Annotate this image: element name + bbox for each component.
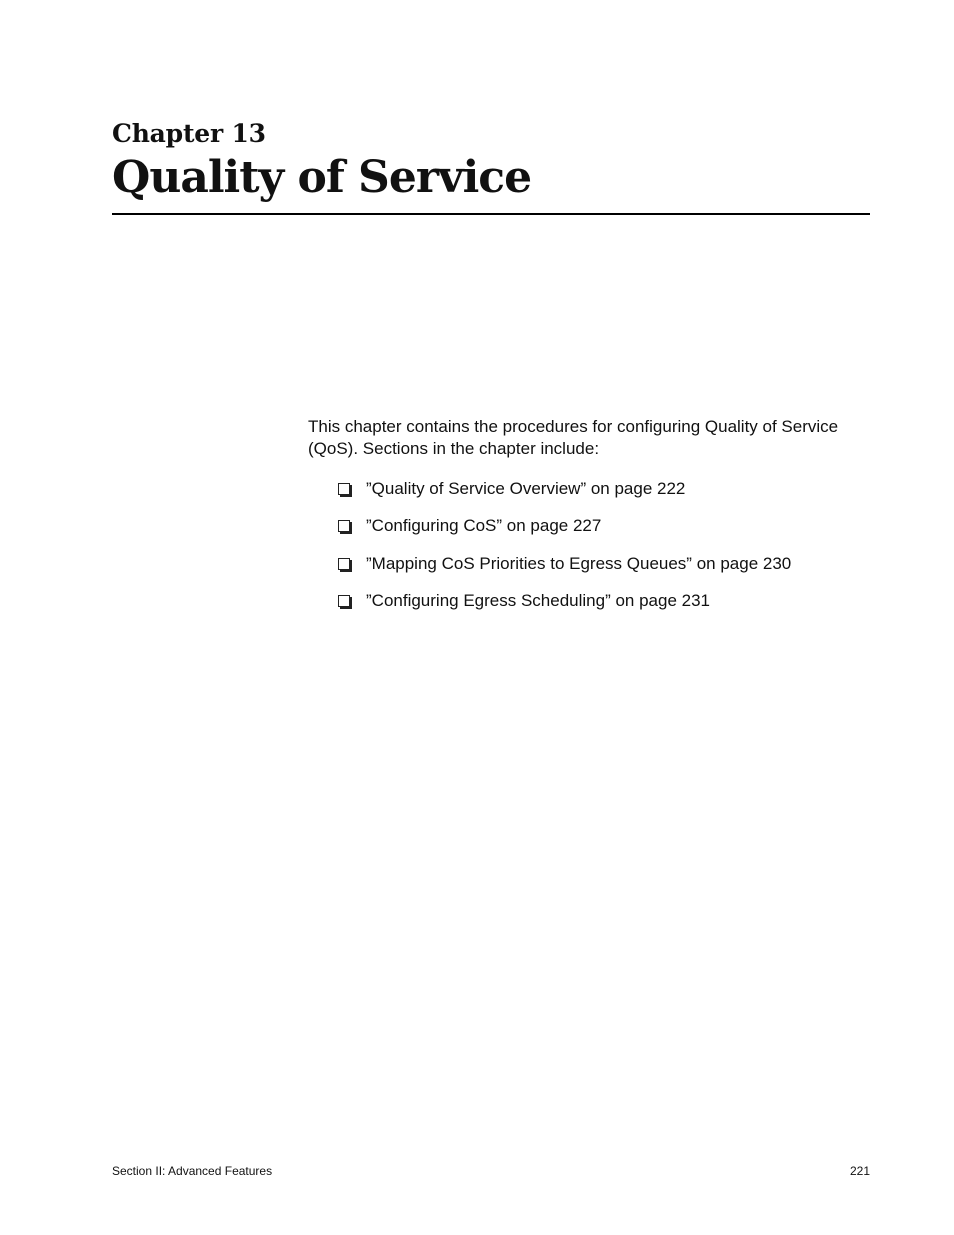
chapter-label: Chapter 13 — [112, 119, 266, 148]
chapter-header — [112, 118, 870, 206]
section-link-label[interactable]: ”Mapping CoS Priorities to Egress Queues” on page 230 — [366, 553, 792, 573]
section-link-mapping-cos[interactable] — [336, 553, 866, 575]
intro-paragraph: This chapter contains the procedures for configuring Quality of Service (QoS). Sections in the chapter include: — [308, 417, 839, 458]
section-link-label[interactable]: ”Configuring Egress Scheduling” on page 231 — [366, 590, 711, 610]
footer-page-number: 221 — [849, 1164, 870, 1178]
chapter-divider — [112, 213, 870, 215]
section-link-configuring-cos[interactable] — [336, 515, 866, 537]
checkbox-icon — [338, 483, 350, 495]
checkbox-icon — [338, 595, 350, 607]
section-link-label[interactable]: ”Quality of Service Overview” on page 222 — [366, 479, 686, 498]
section-link-qos-overview[interactable] — [336, 478, 866, 500]
section-link-label[interactable]: ”Configuring CoS” on page 227 — [366, 516, 602, 536]
checkbox-icon — [338, 520, 350, 532]
chapter-title: Quality of Service — [112, 152, 532, 203]
footer-section-name: Section II: Advanced Features — [112, 1164, 273, 1178]
section-link-egress-scheduling[interactable] — [336, 590, 866, 612]
checkbox-icon — [338, 558, 350, 570]
section-list — [336, 478, 866, 627]
